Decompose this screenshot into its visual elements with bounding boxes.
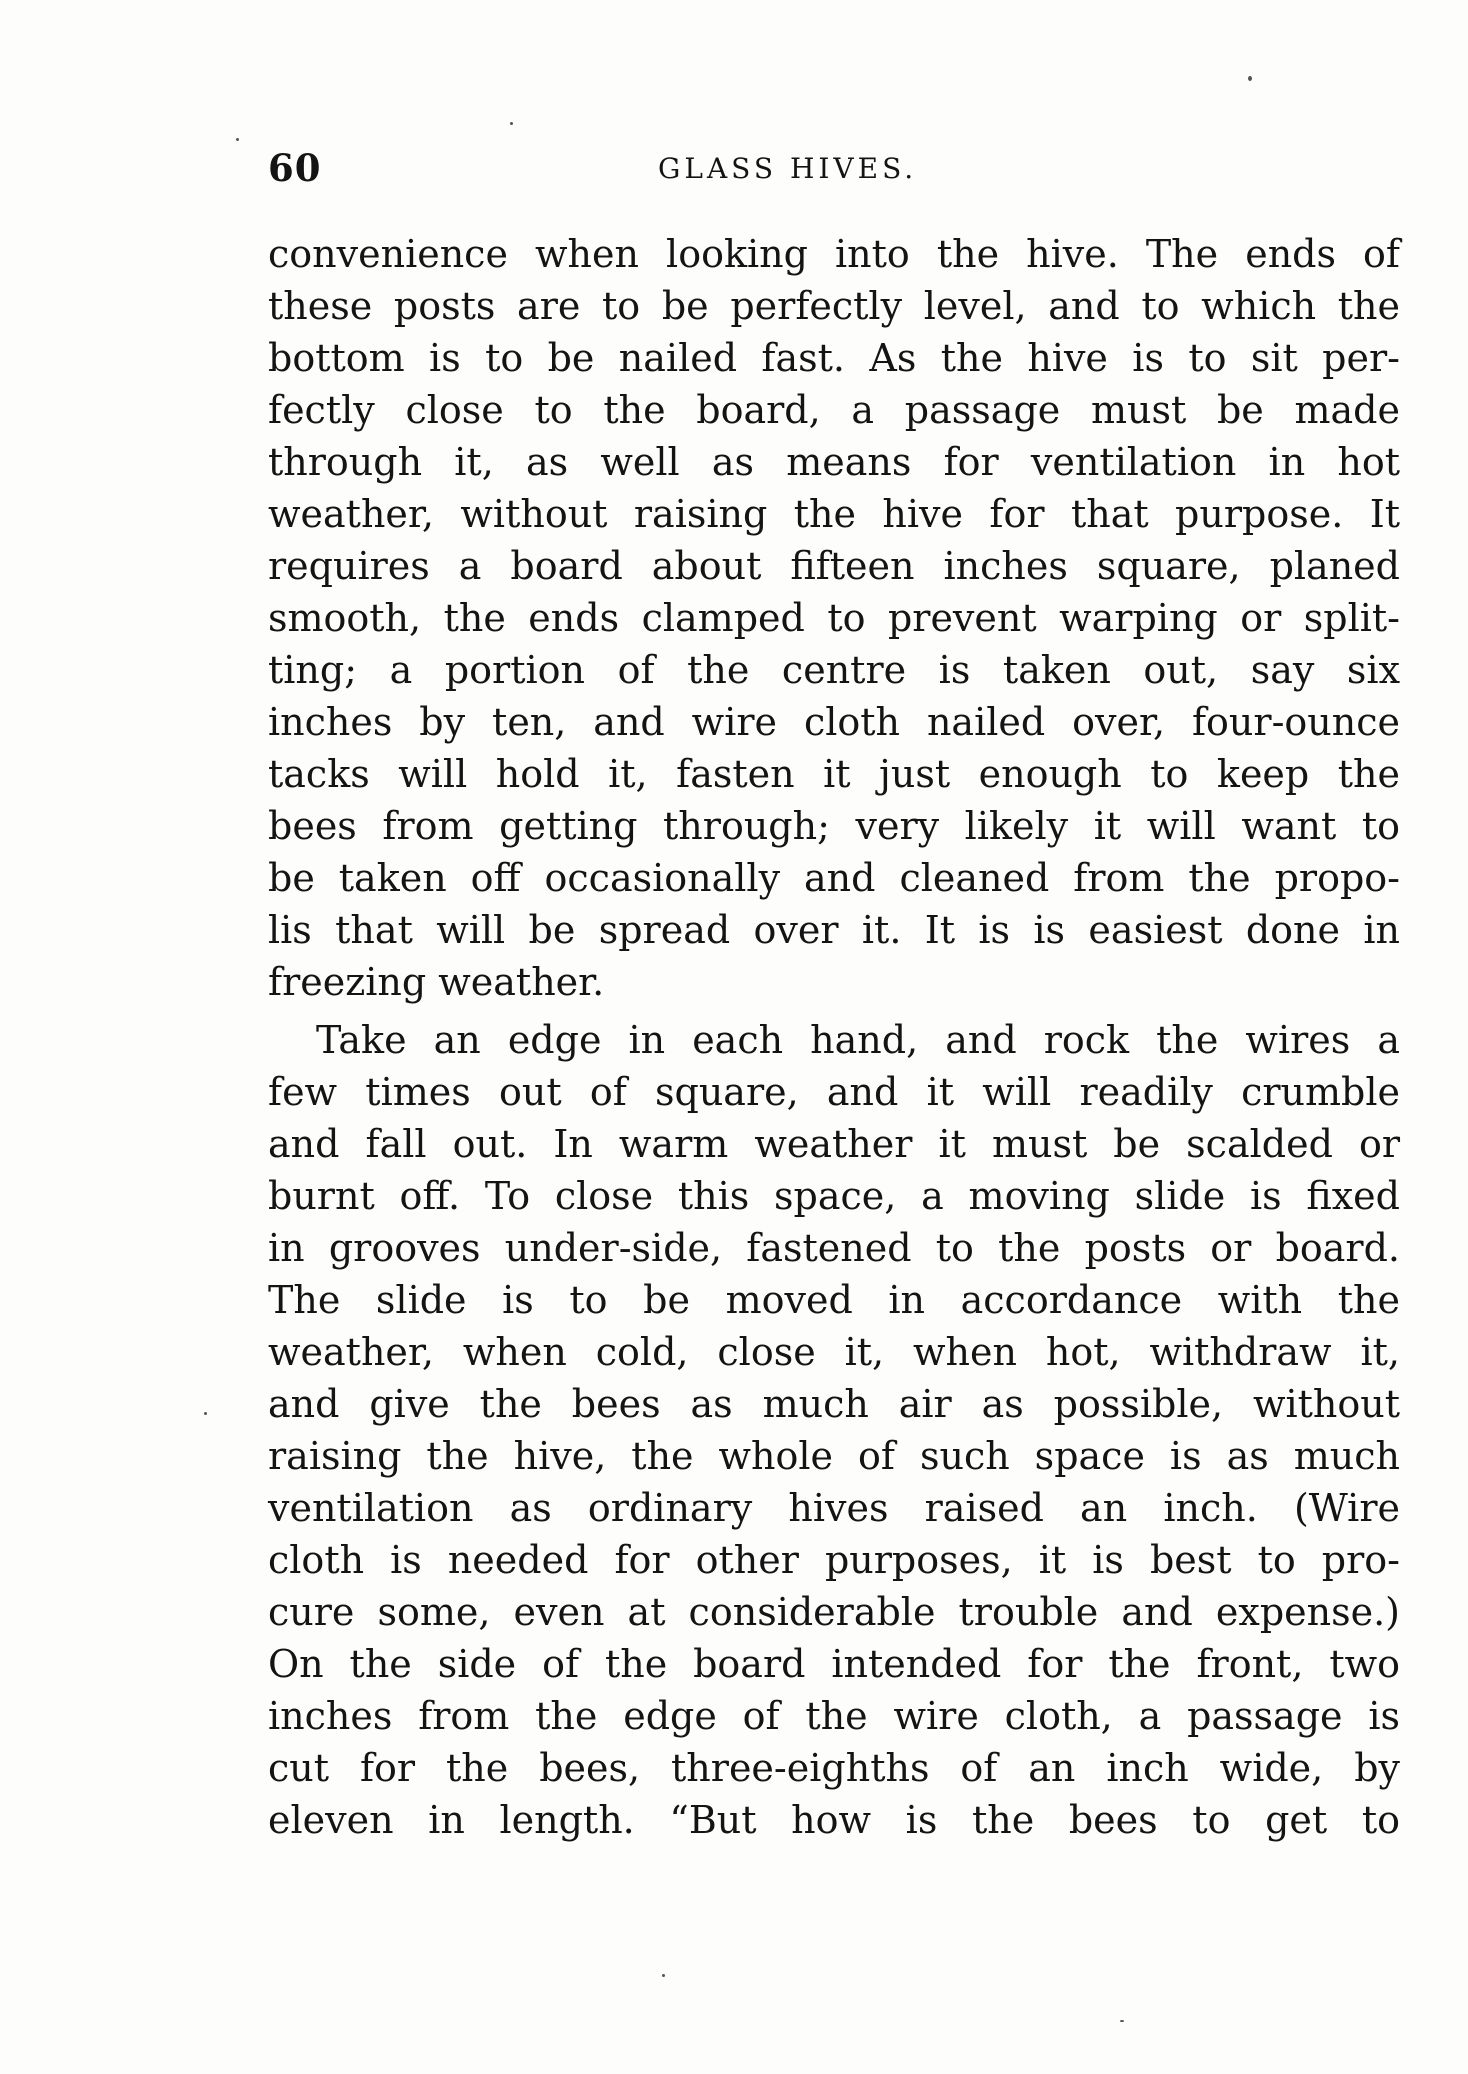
text-line: cut for the bees, three-eighths of an inch wide, by: [268, 1746, 1400, 1790]
text-line: ting; a portion of the centre is taken out, say six: [268, 648, 1400, 692]
text-line: On the side of the board intended for the front, two: [268, 1642, 1400, 1686]
text-line: bees from getting through; very likely it will want to: [268, 804, 1400, 848]
text-line: cure some, even at considerable trouble and expense.): [268, 1590, 1400, 1634]
text-line: burnt off. To close this space, a moving slide is fixed: [268, 1174, 1400, 1218]
text-line: Take an edge in each hand, and rock the wires a: [316, 1018, 1400, 1062]
text-line: and give the bees as much air as possible, without: [268, 1382, 1400, 1426]
text-line: and fall out. In warm weather it must be scalded or: [268, 1122, 1400, 1166]
text-line: freezing weather.: [268, 960, 605, 1004]
page-number: 60: [268, 146, 322, 190]
text-line: weather, without raising the hive for that purpose. It: [268, 492, 1400, 536]
scan-speck: [1248, 76, 1252, 81]
text-line: through it, as well as means for ventilation in hot: [268, 440, 1400, 484]
scan-speck: [510, 122, 513, 125]
text-line: be taken off occasionally and cleaned from the propo-: [268, 856, 1400, 900]
scan-speck: [236, 138, 239, 141]
text-line: weather, when cold, close it, when hot, withdraw it,: [268, 1330, 1400, 1374]
text-line: cloth is needed for other purposes, it is best to pro-: [268, 1538, 1400, 1582]
text-line: in grooves under-side, fastened to the posts or board.: [268, 1226, 1400, 1270]
text-line: The slide is to be moved in accordance with the: [268, 1278, 1400, 1322]
scan-speck: [204, 1412, 207, 1415]
text-line: inches by ten, and wire cloth nailed over, four-ounce: [268, 700, 1400, 744]
running-title: GLASS HIVES.: [658, 152, 918, 185]
text-line: fectly close to the board, a passage must be made: [268, 388, 1400, 432]
text-line: these posts are to be perfectly level, and to which the: [268, 284, 1400, 328]
text-line: ventilation as ordinary hives raised an inch. (Wire: [268, 1486, 1400, 1530]
text-line: eleven in length. “But how is the bees to get to: [268, 1798, 1400, 1842]
text-line: few times out of square, and it will readily crumble: [268, 1070, 1400, 1114]
text-line: bottom is to be nailed fast. As the hive is to sit per-: [268, 336, 1400, 380]
text-line: smooth, the ends clamped to prevent warping or split-: [268, 596, 1400, 640]
text-line: inches from the edge of the wire cloth, a passage is: [268, 1694, 1400, 1738]
text-line: convenience when looking into the hive. The ends of: [268, 232, 1400, 276]
text-line: tacks will hold it, fasten it just enough to keep the: [268, 752, 1400, 796]
text-line: lis that will be spread over it. It is is easiest done in: [268, 908, 1400, 952]
text-line: raising the hive, the whole of such space is as much: [268, 1434, 1400, 1478]
scan-speck: [662, 1974, 665, 1977]
text-line: requires a board about fifteen inches square, planed: [268, 544, 1400, 588]
scan-speck: [1120, 2020, 1124, 2022]
